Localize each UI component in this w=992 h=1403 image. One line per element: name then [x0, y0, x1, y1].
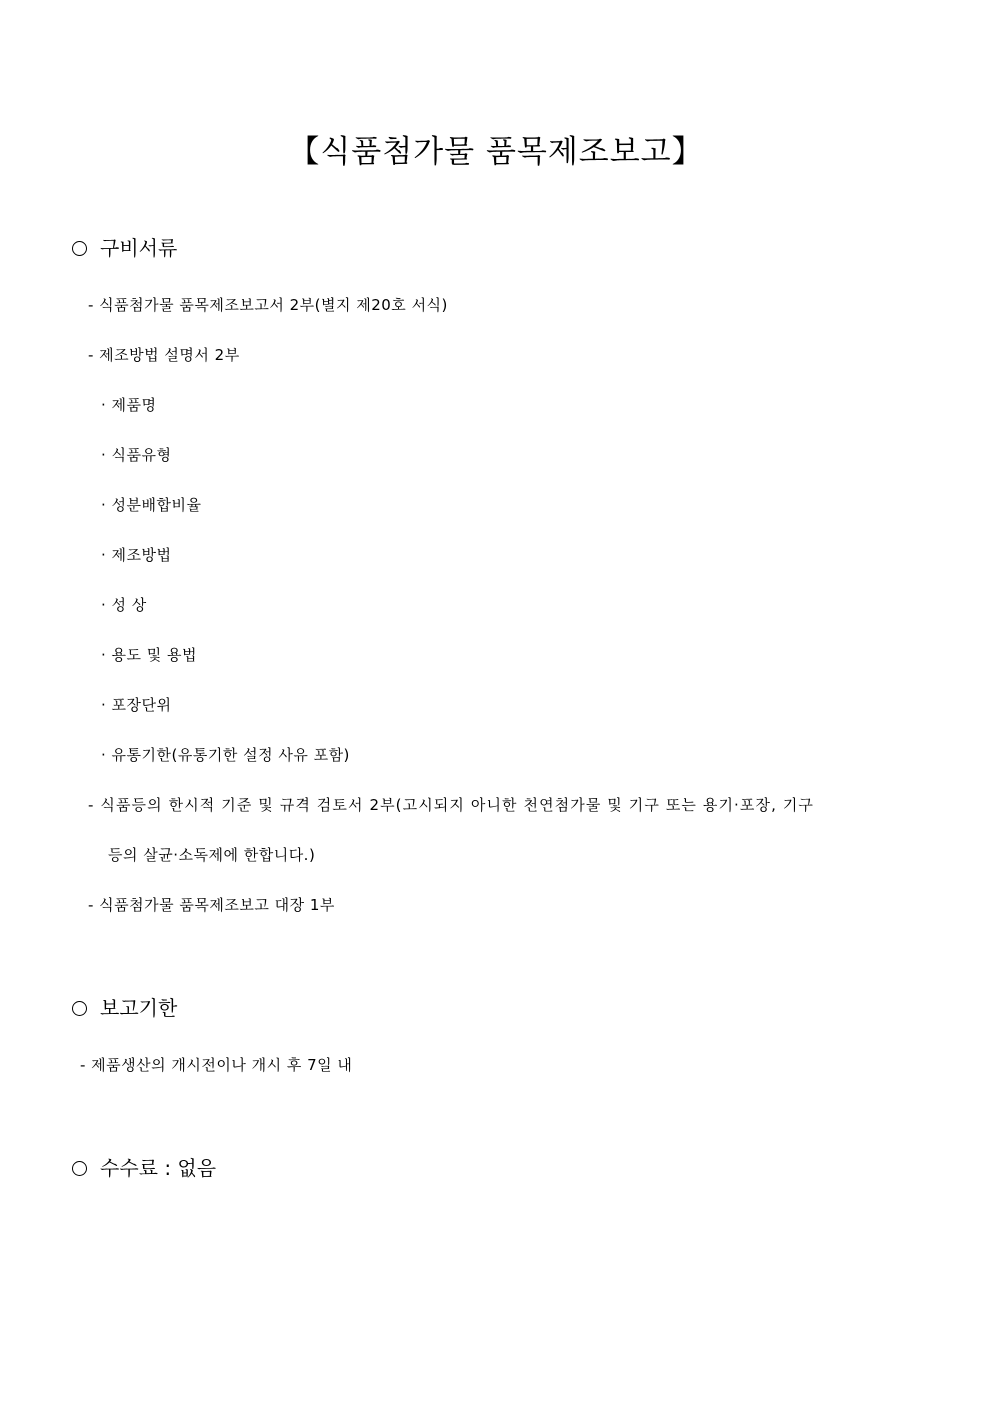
- section-heading-deadline: [72, 994, 177, 1022]
- deadline-text: - 제품생산의 개시전이나 개시 후 7일 내: [80, 1056, 353, 1074]
- circle-bullet-icon: [72, 1161, 87, 1176]
- sub-list-item: · 성 상: [101, 596, 147, 614]
- sub-list-item: · 유통기한(유통기한 설정 사유 포함): [101, 746, 350, 764]
- section-heading-text: 수수료 : 없음: [100, 1156, 217, 1180]
- section-heading-text: 구비서류: [100, 236, 178, 260]
- sub-list-item: · 포장단위: [101, 696, 172, 714]
- sub-list-item: · 성분배합비율: [101, 496, 202, 514]
- required-doc-item: - 식품첨가물 품목제조보고 대장 1부: [88, 896, 335, 914]
- required-doc-item: - 식품첨가물 품목제조보고서 2부(별지 제20호 서식): [88, 296, 448, 314]
- document-title: 【식품첨가물 품목제조보고】: [288, 134, 704, 170]
- section-heading-text: 보고기한: [100, 996, 178, 1020]
- sub-list-item: · 제조방법: [101, 546, 172, 564]
- sub-list-item: · 제품명: [101, 396, 157, 414]
- sub-list-item: · 식품유형: [101, 446, 172, 464]
- required-doc-item: - 식품등의 한시적 기준 및 규격 검토서 2부(고시되지 아니한 천연첨가물 및 기구 또는 용기·포장, 기구: [88, 796, 815, 814]
- sub-list-item: · 용도 및 용법: [101, 646, 198, 664]
- circle-bullet-icon: [72, 241, 87, 256]
- required-doc-item-continuation: 등의 살균·소독제에 한합니다.): [108, 846, 316, 864]
- required-doc-item: - 제조방법 설명서 2부: [88, 346, 240, 364]
- circle-bullet-icon: [72, 1001, 87, 1016]
- section-heading-fee: [72, 1154, 216, 1182]
- section-heading-required-docs: [72, 234, 177, 262]
